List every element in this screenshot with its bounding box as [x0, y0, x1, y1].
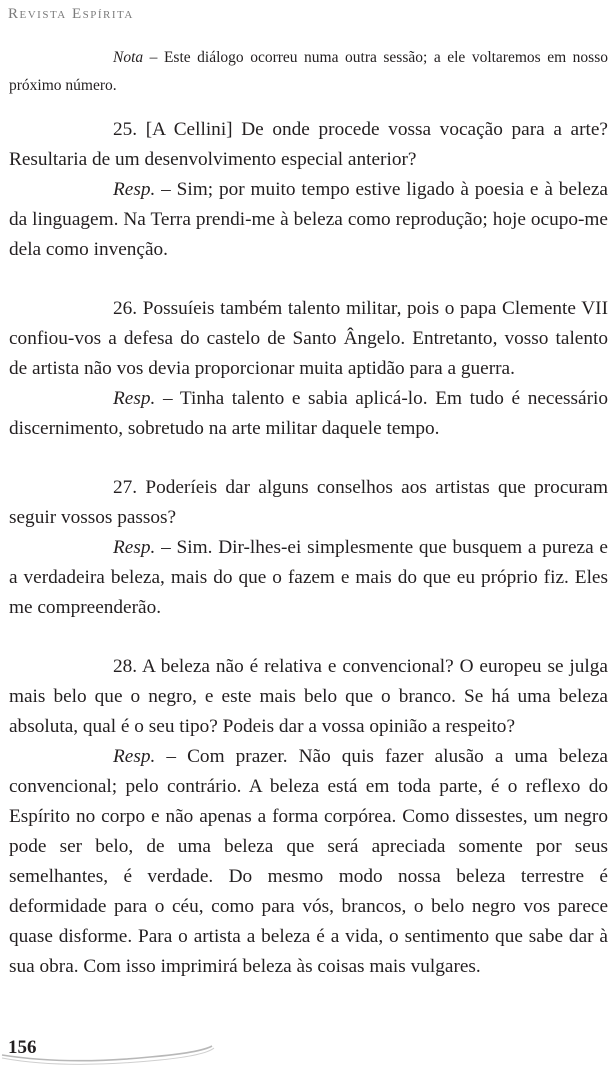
resp-label: Resp. — [113, 179, 156, 200]
editor-note — [9, 44, 608, 100]
dialogue-body — [9, 115, 608, 982]
question-25: 25. [A Cellini] De onde procede vossa vocação para a arte? Resultaria de um desenvolvimento especial anterior? — [9, 119, 608, 170]
page-number: 156 — [8, 1037, 37, 1058]
answer-26 — [9, 384, 608, 444]
running-head-title: Revista Espírita — [8, 6, 134, 22]
page-footer — [0, 1033, 240, 1067]
question-26: 26. Possuíeis também talento militar, pois o papa Clemente VII confiou-vos a defesa do castelo de Santo Ângelo. Entretanto, vosso talento de artista não vos devia proporcionar muita aptidão para a guerra. — [9, 298, 608, 379]
note-text: – Este diálogo ocorreu numa outra sessão; a ele voltaremos em nosso próximo número. — [9, 49, 608, 94]
answer-text: – Sim; por muito tempo estive ligado à poesia e à beleza da linguagem. Na Terra prendi-me à beleza como reprodução; hoje ocupo-me dela como invenção. — [9, 179, 608, 260]
answer-27 — [9, 533, 608, 623]
resp-label: Resp. — [113, 746, 156, 767]
answer-text: – Sim. Dir-lhes-ei simplesmente que busquem a pureza e a verdadeira beleza, mais do que o fazem e mais do que eu próprio fiz. Eles me compreenderão. — [9, 537, 608, 618]
answer-text: – Com prazer. Não quis fazer alusão a uma beleza convencional; pelo contrário. A beleza está em toda parte, é o reflexo do Espírito no corpo e não apenas a forma corpórea. Como dissestes, um negro pode ser belo, de uma beleza que será apreciada somente por seus semelhantes, é verdade. Do mesmo modo nossa beleza terrestre é deformidade para o céu, como para vós, brancos, o belo negro vos parece quase disforme. Para o artista a beleza é a vida, o sentimento que sabe dar à sua obra. Com isso imprimirá beleza às coisas mais vulgares. — [9, 746, 608, 977]
resp-label: Resp. — [113, 388, 156, 409]
question-27: 27. Poderíeis dar alguns conselhos aos artistas que procuram seguir vossos passos? — [9, 477, 608, 528]
note-label: Nota — [113, 49, 144, 66]
answer-text: – Tinha talento e sabia aplicá-lo. Em tudo é necessário discernimento, sobretudo na arte militar daquele tempo. — [9, 388, 608, 439]
answer-25 — [9, 175, 608, 265]
question-28: 28. A beleza não é relativa e convencional? O europeu se julga mais belo que o negro, e este mais belo que o branco. Se há uma beleza absoluta, qual é o seu tipo? Podeis dar a vossa opinião a respeito? — [9, 656, 608, 737]
answer-28 — [9, 742, 608, 982]
resp-label: Resp. — [113, 537, 156, 558]
